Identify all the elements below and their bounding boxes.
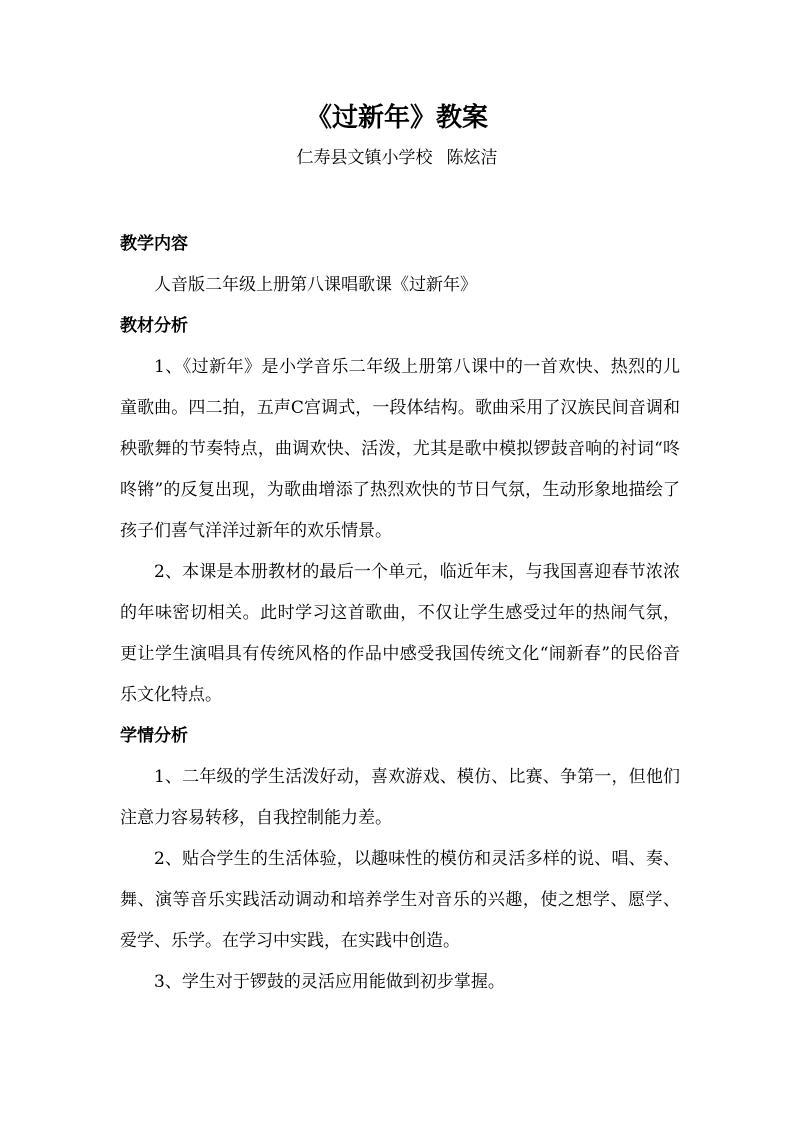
paragraph: 1、二年级的学生活泼好动，喜欢游戏、模仿、比赛、争第一，但他们注意力容易转移，自我控制能力差。 bbox=[120, 767, 680, 828]
section-heading: 教材分析 bbox=[120, 316, 188, 336]
paragraph: 2、本课是本册教材的最后一个单元，临近年末，与我国喜迎春节浓浓的年味密切相关。此时学习这首歌曲，不仅让学生感受过年的热闹气氛，更让学生演唱具有传统风格的作品中感受我国传统文化“闹新春”的民俗音乐文化特点。 bbox=[120, 562, 680, 705]
section-student-analysis bbox=[120, 716, 680, 1003]
section-teaching-content bbox=[120, 224, 680, 306]
paragraph: 人音版二年级上册第八课唱歌课《过新年》 bbox=[154, 275, 477, 295]
author-school: 仁寿县文镇小学校 bbox=[296, 148, 433, 168]
section-heading: 教学内容 bbox=[120, 234, 188, 254]
document-author-line bbox=[0, 144, 794, 172]
section-heading: 学情分析 bbox=[120, 726, 188, 746]
paragraph: 3、学生对于锣鼓的灵活应用能做到初步掌握。 bbox=[154, 972, 505, 992]
author-name: 陈炫洁 bbox=[446, 148, 498, 168]
paragraph: 2、贴合学生的生活体验，以趣味性的模仿和灵活多样的说、唱、奏、舞、演等音乐实践活动调动和培养学生对音乐的兴趣，使之想学、愿学、爱学、乐学。在学习中实践，在实践中创造。 bbox=[120, 849, 680, 951]
document-body bbox=[120, 224, 680, 1003]
paragraph: 1、《过新年》是小学音乐二年级上册第八课中的一首欢快、热烈的儿童歌曲。四二拍，五声C宫调式，一段体结构。歌曲采用了汉族民间音调和秧歌舞的节奏特点，曲调欢快、活泼，尤其是歌中模拟锣鼓音响的衬词“咚咚锵”的反复出现，为歌曲增添了热烈欢快的节日气氛，生动形象地描绘了孩子们喜气洋洋过新年的欢乐情景。 bbox=[120, 357, 680, 541]
section-material-analysis bbox=[120, 306, 680, 716]
document-title: 《过新年》教案 bbox=[305, 103, 488, 133]
